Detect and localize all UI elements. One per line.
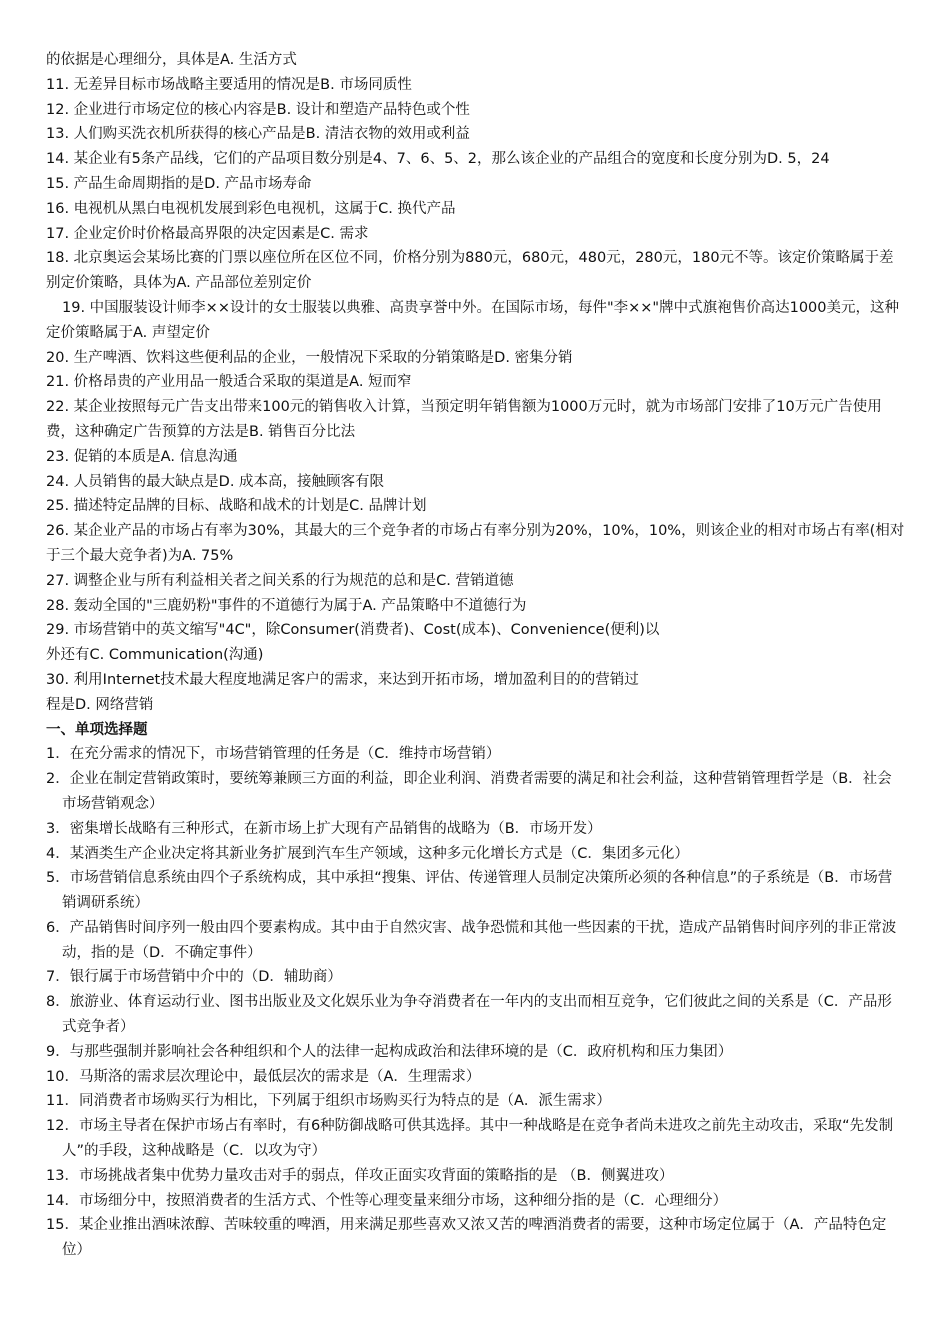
question-item: 9．与那些强制并影响社会各种组织和个人的法律一起构成政治和法律环境的是（C．政府机构和压力集团） bbox=[46, 1043, 733, 1060]
answer-line: 21. 价格昂贵的产业用品一般适合采取的渠道是A. 短而窄 bbox=[46, 374, 412, 391]
answer-line: 15. 产品生命周期指的是D. 产品市场寿命 bbox=[46, 175, 312, 192]
answer-line: 25. 描述特定品牌的目标、战略和战术的计划是C. 品牌计划 bbox=[46, 498, 427, 515]
question-item: 6．产品销售时间序列一般由四个要素构成。其中由于自然灾害、战争恐慌和其他一些因素的干扰，造成产品销售时间序列的非正常波动，指的是（D．不确定事件） bbox=[46, 919, 897, 961]
question-item: 13．市场挑战者集中优势力量攻击对手的弱点，佯攻正面实攻背面的策略指的是 （B．侧翼进攻） bbox=[46, 1167, 674, 1184]
answer-line: 16. 电视机从黑白电视机发展到彩色电视机，这属于C. 换代产品 bbox=[46, 200, 456, 217]
question-item: 5．市场营销信息系统由四个子系统构成，其中承担“搜集、评估、传递管理人员制定决策所必须的各种信息”的子系统是（B．市场营销调研系统） bbox=[46, 870, 893, 912]
answer-line: 24. 人员销售的最大缺点是D. 成本高，接触顾客有限 bbox=[46, 473, 385, 490]
answer-line: 程是D. 网络营销 bbox=[46, 696, 154, 713]
answer-line: 28. 轰动全国的"三鹿奶粉"事件的不道德行为属于A. 产品策略中不道德行为 bbox=[46, 597, 527, 614]
question-item: 10．马斯洛的需求层次理论中，最低层次的需求是（A．生理需求） bbox=[46, 1068, 481, 1085]
question-item: 7．银行属于市场营销中介中的（D．辅助商） bbox=[46, 969, 342, 986]
question-item: 3．密集增长战略有三种形式，在新市场上扩大现有产品销售的战略为（B．市场开发） bbox=[46, 820, 602, 837]
question-item: 4．某酒类生产企业决定将其新业务扩展到汽车生产领域，这种多元化增长方式是（C．集团多元化） bbox=[46, 845, 689, 862]
answer-line: 26. 某企业产品的市场占有率为30%，其最大的三个竞争者的市场占有率分别为20%，10%，10%，则该企业的相对市场占有率(相对于三个最大竞争者)为A. 75% bbox=[46, 523, 905, 564]
section-heading: 一、单项选择题 bbox=[46, 721, 148, 738]
answer-line: 29. 市场营销中的英文缩写"4C"，除Consumer(消费者)、Cost(成本)、Convenience(便利)以 bbox=[46, 622, 660, 639]
answer-line: 的依据是心理细分，具体是A. 生活方式 bbox=[46, 52, 297, 68]
answer-line: 20. 生产啤酒、饮料这些便利品的企业，一般情况下采取的分销策略是D. 密集分销 bbox=[46, 349, 573, 366]
question-item: 11．同消费者市场购买行为相比，下列属于组织市场购买行为特点的是（A．派生需求） bbox=[46, 1093, 611, 1110]
answer-line: 18. 北京奥运会某场比赛的门票以座位所在区位不同，价格分别为880元，680元，480元，280元，180元不等。该定价策略属于差别定价策略，具体为A. 产品部位差别定价 bbox=[46, 250, 894, 292]
answer-line: 27. 调整企业与所有利益相关者之间关系的行为规范的总和是C. 营销道德 bbox=[46, 572, 514, 589]
question-item: 2．企业在制定营销政策时，要统筹兼顾三方面的利益，即企业利润、消费者需要的满足和社会利益，这种营销管理哲学是（B．社会市场营销观念） bbox=[46, 771, 892, 812]
answer-line: 30. 利用Internet技术最大程度地满足客户的需求，来达到开拓市场，增加盈利目的的营销过 bbox=[46, 671, 639, 688]
question-item: 15．某企业推出酒味浓醇、苦味较重的啤酒，用来满足那些喜欢又浓又苦的啤酒消费者的需要，这种市场定位属于（A．产品特色定位） bbox=[46, 1217, 887, 1259]
answer-line: 12. 企业进行市场定位的核心内容是B. 设计和塑造产品特色或个性 bbox=[46, 101, 470, 118]
answer-list bbox=[46, 48, 906, 718]
answer-line: 13. 人们购买洗衣机所获得的核心产品是B. 清洁衣物的效用或利益 bbox=[46, 126, 470, 143]
answer-line: 外还有C. Communication(沟通) bbox=[46, 647, 264, 664]
answer-line: 17. 企业定价时价格最高界限的决定因素是C. 需求 bbox=[46, 225, 369, 242]
answer-line: 19. 中国服装设计师李××设计的女士服装以典雅、高贵享誉中外。在国际市场，每件"李××"牌中式旗袍售价高达1000美元，这种定价策略属于A. 声望定价 bbox=[46, 299, 900, 341]
answer-line: 14. 某企业有5条产品线，它们的产品项目数分别是4、7、6、5、2，那么该企业的产品组合的宽度和长度分别为D. 5，24 bbox=[46, 151, 830, 168]
question-item: 12．市场主导者在保护市场占有率时，有6种防御战略可供其选择。其中一种战略是在竞争者尚未进攻之前先主动攻击，采取“先发制人”的手段，这种战略是（C．以攻为守） bbox=[46, 1118, 894, 1160]
answer-line: 11. 无差异目标市场战略主要适用的情况是B. 市场同质性 bbox=[46, 76, 412, 93]
question-item: 8．旅游业、体育运动行业、图书出版业及文化娱乐业为争夺消费者在一年内的支出而相互竞争，它们彼此之间的关系是（C．产品形式竞争者） bbox=[46, 994, 892, 1036]
question-item: 14．市场细分中，按照消费者的生活方式、个性等心理变量来细分市场，这种细分指的是（C．心理细分） bbox=[46, 1192, 728, 1209]
question-list bbox=[46, 742, 906, 1263]
answer-line: 23. 促销的本质是A. 信息沟通 bbox=[46, 448, 238, 465]
answer-line: 22. 某企业按照每元广告支出带来100元的销售收入计算，当预定明年销售额为1000万元时，就为市场部门安排了10万元广告使用费，这种确定广告预算的方法是B. 销售百分比法 bbox=[46, 399, 882, 440]
question-item: 1．在充分需求的情况下，市场营销管理的任务是（C．维持市场营销） bbox=[46, 746, 501, 763]
